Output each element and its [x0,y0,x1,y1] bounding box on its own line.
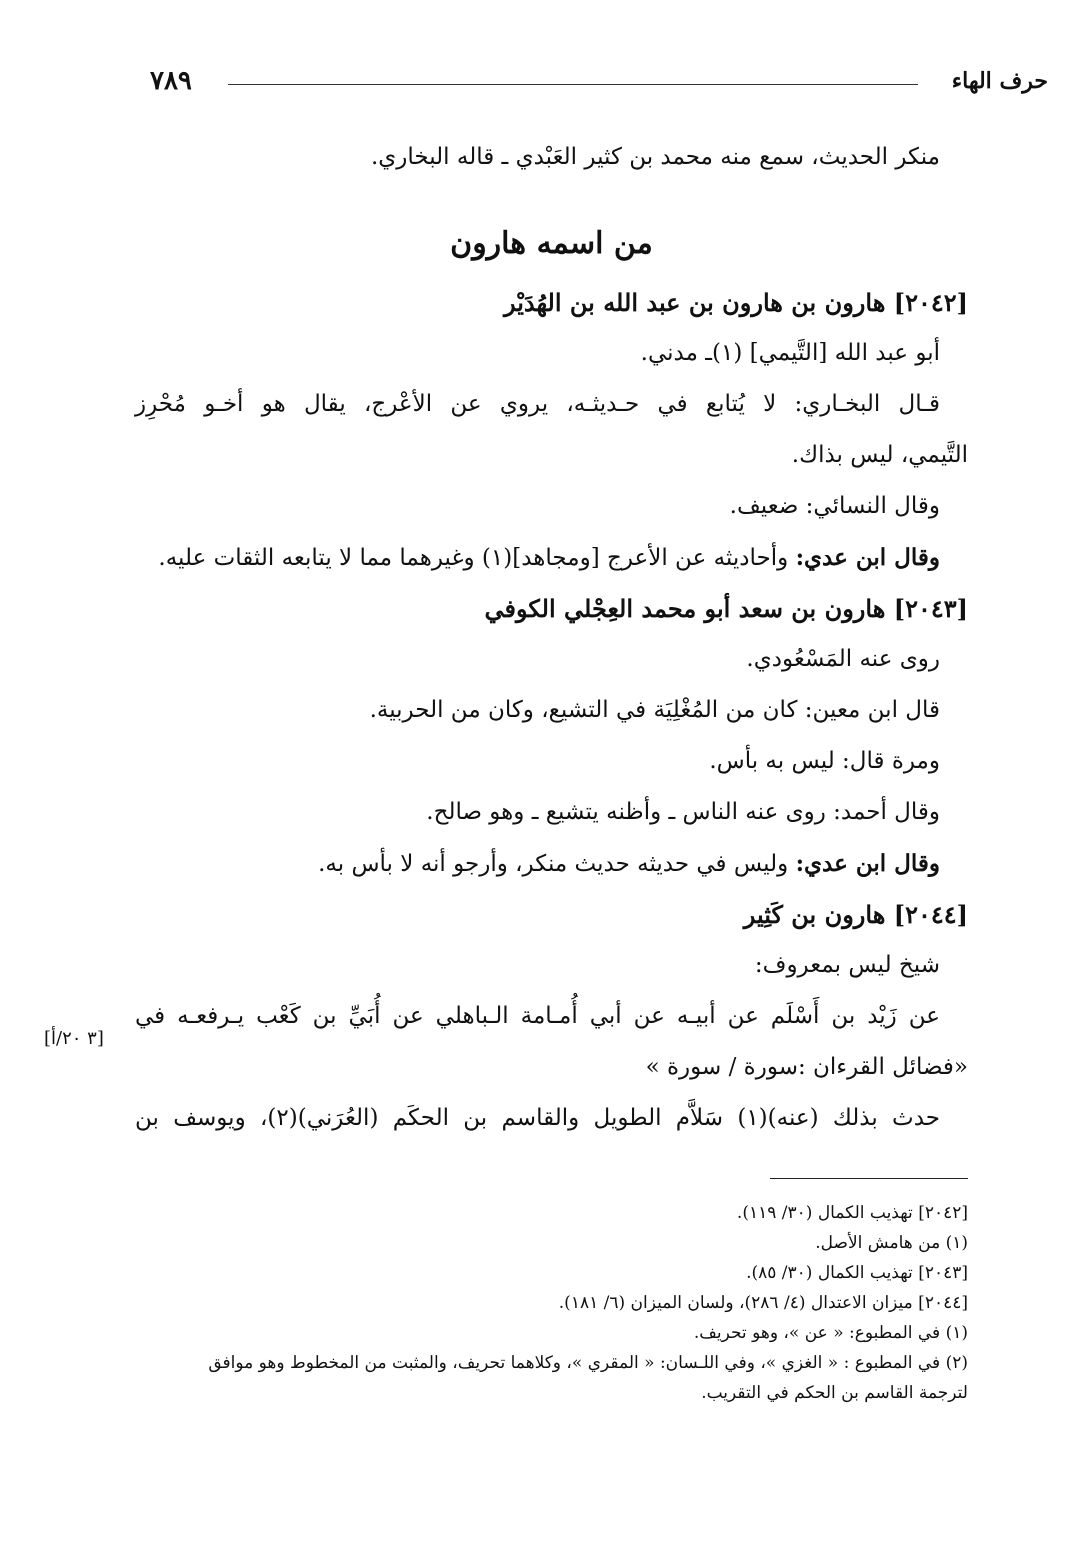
footnote: (٢) في المطبوع : « الغزي »، وفي اللـسان: « المقري »، وكلاهما تحريف، والمثبت من المخطوط وهو موافق [208,1353,968,1373]
footnote: [٢٠٤٣] تهذيب الكمال (٣٠/ ٨٥). [746,1263,968,1283]
quote-text: وأحاديثه عن الأعرج [ومجاهد](١) وغيرهما مما لا يتابعه الثقات عليه. [158,545,796,571]
footnote-continuation: لترجمة القاسم بن الحكم في التقريب. [701,1383,968,1403]
entry-2043-header: [٢٠٤٣] هارون بن سعد أبو محمد العِجْلي الكوفي [484,594,968,623]
entry-2044-line: عن زَيْد بن أَسْلَم عن أبيـه عن أبي أُمـامة الـباهلي عن أُبَيِّ بن كَعْب يـرفعـه في [135,1003,940,1029]
footnote: [٢٠٤٤] ميزان الاعتدال (٤/ ٢٨٦)، ولسان الميزان (٦/ ١٨١). [558,1293,968,1313]
entry-2043-line [135,838,968,889]
entry-2042-line: التَّيمي، ليس بذاك. [791,442,968,468]
footnote-separator [770,1178,968,1179]
entry-2044-line: شيخ ليس بمعروف: [754,952,940,978]
entry-2042-line: وقال النسائي: ضعيف. [729,493,940,519]
entry-2043-line: وقال أحمد: روى عنه الناس ـ وأظنه يتشيع ـ وهو صالح. [426,799,940,825]
entry-2042-line: قـال البخـاري: لا يُتابع في حـديثـه، يروي عن الأعْرج، يقال هو أخـو مُحْرِز [135,391,940,417]
marginal-folio-reference: [٣ ٢٠/أ] [44,1028,104,1049]
entry-2044-line: «فضائل القرءان :سورة / سورة » [645,1054,968,1080]
footnote: [٢٠٤٢] تهذيب الكمال (٣٠/ ١١٩). [736,1203,968,1223]
section-heading: من اسمه هارون [450,226,653,261]
entry-2044-header: [٢٠٤٤] هارون بن كَثِير [743,900,968,929]
footnote: (١) من هامش الأصل. [815,1233,968,1253]
header-rule [228,84,918,85]
entry-2043-line: روى عنه المَسْعُودي. [746,646,940,672]
entry-2042-line: أبو عبد الله [التَّيمي] (١)ـ مدني. [640,340,940,366]
entry-2042-line [135,532,968,583]
entry-2043-line: ومرة قال: ليس به بأس. [709,748,940,774]
page-header [150,66,1048,106]
speaker-label: وقال ابن عدي: [795,544,940,571]
speaker-label: وقال ابن عدي: [795,850,940,877]
entry-2042-header: [٢٠٤٢] هارون بن هارون بن عبد الله بن الهُدَيْر [503,288,968,317]
entry-2043-line: قال ابن معين: كان من المُغْلِيَة في التشيع، وكان من الحربية. [369,697,940,723]
page-body [135,132,968,1144]
entry-2044-line: حدث بذلك (عنه)(١) سَلاَّم الطويل والقاسم بن الحكَم (العُرَني)(٢)، ويوسف بن [135,1105,940,1131]
page-number: ٧٨٩ [150,66,192,96]
section-running-title: حرف الهاء [951,68,1048,94]
quote-text: وليس في حديثه حديث منكر، وأرجو أنه لا بأس به. [318,851,796,877]
footnotes [135,1198,968,1408]
intro-line: منكر الحديث، سمع منه محمد بن كثير العَبْدي ـ قاله البخاري. [370,144,940,170]
footnote: (١) في المطبوع: « عن »، وهو تحريف. [693,1323,968,1343]
